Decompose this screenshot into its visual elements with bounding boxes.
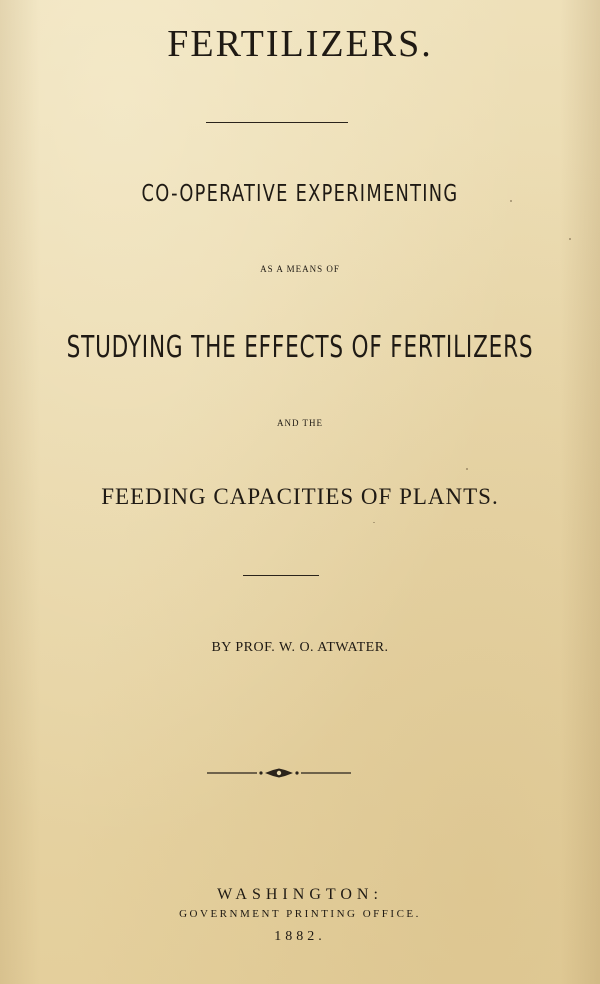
paper-speck (569, 238, 571, 240)
imprint-year: 1882. (274, 929, 326, 944)
decorative-rule-ornament-icon (207, 764, 351, 782)
connector-text-1: AS A MEANS OF (260, 264, 340, 274)
document-title: FERTILIZERS. (167, 23, 433, 65)
paper-speck (466, 468, 468, 470)
paper-speck (373, 522, 375, 523)
subtitle-line-2: STUDYING THE EFFECTS OF FERTILIZERS (66, 330, 534, 365)
title-divider-rule (206, 122, 348, 123)
author-divider-rule (243, 575, 319, 576)
subtitle-line-1: CO-OPERATIVE EXPERIMENTING (141, 181, 459, 207)
author-byline: BY PROF. W. O. ATWATER. (211, 640, 389, 655)
paper-speck (510, 200, 512, 202)
imprint-city: WASHINGTON: (217, 886, 383, 903)
subtitle-line-3: FEEDING CAPACITIES OF PLANTS. (101, 484, 499, 509)
connector-text-2: AND THE (276, 418, 324, 428)
imprint-office: GOVERNMENT PRINTING OFFICE. (179, 908, 421, 920)
